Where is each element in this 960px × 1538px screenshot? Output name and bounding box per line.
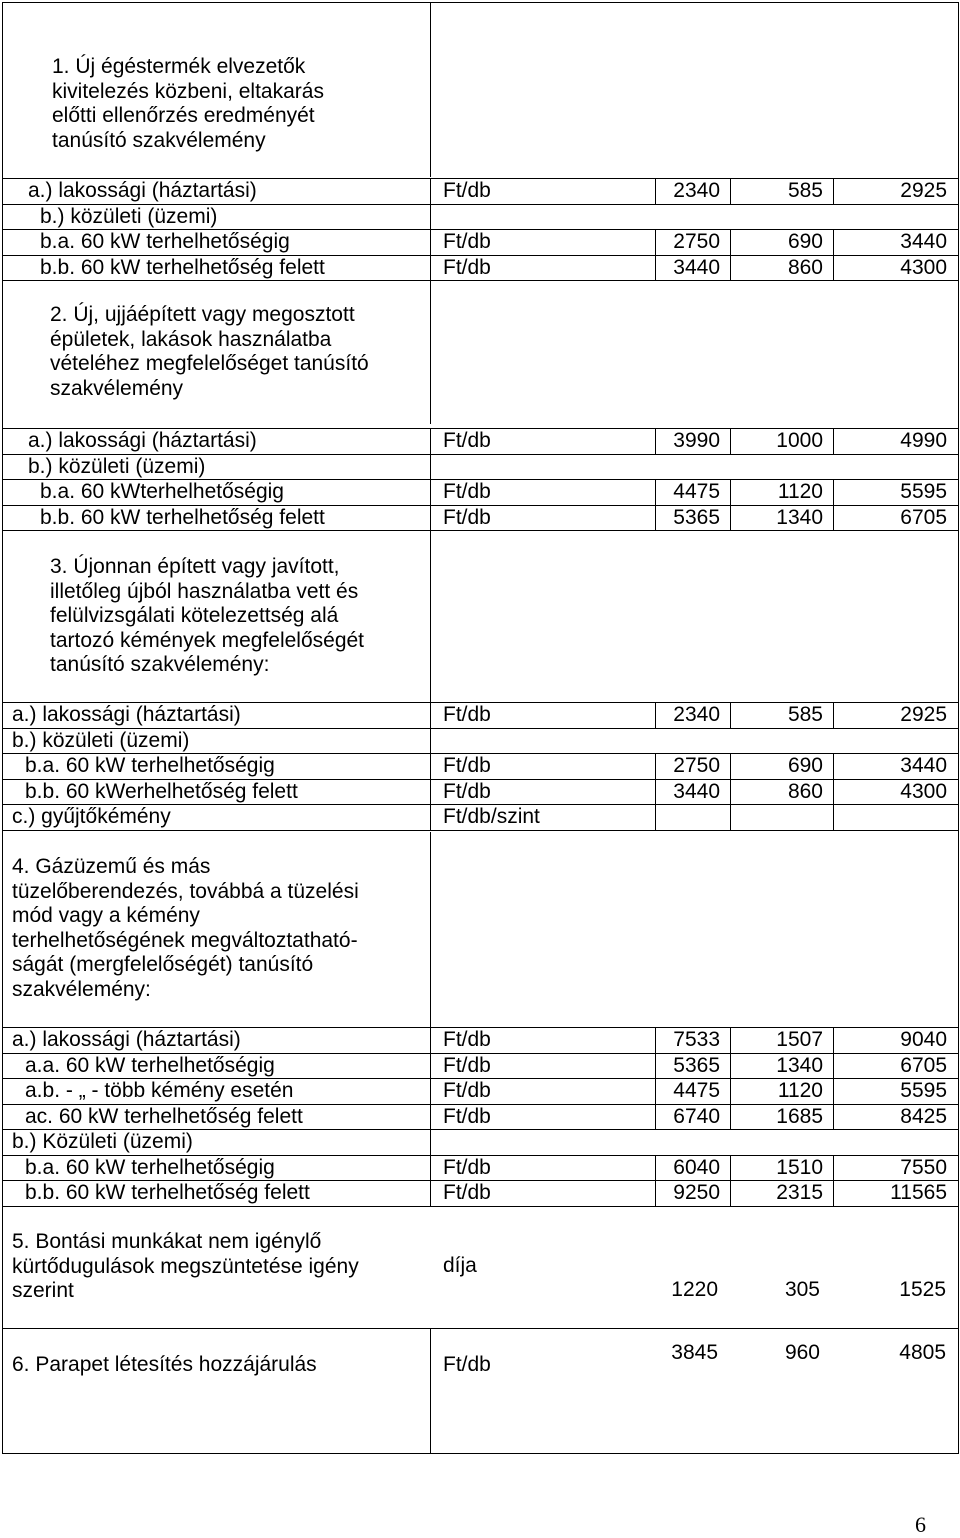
divider (430, 2, 431, 177)
cell-rule (430, 255, 431, 281)
row-unit: Ft/db (443, 505, 491, 529)
gross-price: 5595 (900, 1079, 947, 1102)
divider (430, 1328, 431, 1453)
gross-price: 3440 (900, 230, 947, 253)
row-label: b.) közületi (üzemi) (40, 204, 218, 228)
vat: 1000 (776, 429, 823, 452)
net-price: 2750 (673, 754, 720, 777)
vat: 585 (787, 703, 823, 726)
net-price: 2750 (673, 230, 720, 253)
row-unit: Ft/db (443, 1104, 491, 1128)
gross-price: 11565 (890, 1181, 947, 1204)
row-unit: Ft/db (443, 1053, 491, 1077)
cell-rule (430, 1104, 431, 1130)
cell-rule (430, 229, 431, 255)
row-label: b.a. 60 kWterhelhetőségig (40, 480, 284, 503)
row-label: a.b. - „ - több kémény esetén (25, 1079, 294, 1102)
row-rule (2, 530, 958, 531)
vat: 1120 (777, 1079, 823, 1102)
vat: 860 (787, 255, 823, 279)
row-unit: Ft/db (443, 179, 491, 202)
gross-price: 9040 (900, 1028, 947, 1051)
net-price: 5365 (673, 1053, 720, 1077)
vat: 1510 (776, 1155, 823, 1179)
item-6-vat: 960 (784, 1341, 820, 1364)
vat: 690 (787, 230, 823, 253)
section-2-title: 2. Új, ujjáépített vagy megosztott épületek, lakások használatba vételéhez megfelelőséget tanúsító szakvélemény (50, 303, 369, 400)
net-price: 2340 (673, 703, 720, 726)
net-price: 3440 (673, 255, 720, 279)
vat: 860 (787, 779, 823, 803)
net-price: 4475 (673, 1079, 720, 1102)
row-label: a.) lakossági (háztartási) (28, 179, 257, 202)
item-5-net: 1220 (671, 1278, 718, 1301)
vat: 1507 (776, 1028, 823, 1051)
vat: 1340 (776, 1053, 823, 1077)
cell-rule (430, 1129, 431, 1155)
row-label: b.a. 60 kW terhelhetőségig (25, 754, 275, 777)
net-price: 6740 (673, 1104, 720, 1128)
row-label: b.a. 60 kW terhelhetőségig (40, 230, 290, 253)
row-unit: Ft/db (443, 703, 491, 726)
item-6-gross: 4805 (899, 1341, 946, 1364)
row-unit: Ft/db (443, 1028, 491, 1051)
row-unit: Ft/db (443, 1181, 491, 1204)
row-label: b.b. 60 kW terhelhetőség felett (40, 505, 325, 529)
cell-rule (430, 178, 431, 204)
vat: 1120 (777, 480, 823, 503)
cell-rule (430, 454, 431, 480)
row-label: b.b. 60 kWerhelhetőség felett (25, 779, 298, 803)
gross-price: 6705 (900, 1053, 947, 1077)
vat: 2315 (776, 1181, 823, 1204)
item-5-unit: díja (443, 1254, 477, 1277)
row-unit: Ft/db (443, 754, 491, 777)
net-price: 4475 (673, 480, 720, 503)
section-1-title: 1. Új égéstermék elvezetők kivitelezés közbeni, eltakarás előtti ellenőrzés eredményét tanúsító szakvélemény (52, 55, 324, 152)
cell-rule (430, 428, 431, 454)
cell-rule (833, 804, 834, 830)
vat: 585 (787, 179, 823, 202)
cell-rule (430, 779, 431, 805)
row-label: a.) lakossági (háztartási) (12, 1028, 241, 1051)
net-price: 3990 (673, 429, 720, 452)
row-label: b.) közületi (üzemi) (12, 728, 190, 752)
row-rule (2, 1206, 958, 1207)
item-6-label: 6. Parapet létesítés hozzájárulás (12, 1353, 317, 1376)
cell-rule (430, 702, 431, 728)
row-label: b.) Közületi (üzemi) (12, 1130, 193, 1153)
net-price: 9250 (673, 1181, 720, 1204)
gross-price: 4990 (900, 429, 947, 452)
row-unit: Ft/db/szint (443, 805, 540, 828)
item-6-unit: Ft/db (443, 1353, 491, 1376)
gross-price: 2925 (900, 179, 947, 202)
cell-rule (430, 1027, 431, 1053)
vat: 1685 (776, 1104, 823, 1128)
gross-price: 7550 (900, 1155, 947, 1179)
item-6-net: 3845 (671, 1341, 718, 1364)
row-label: a.) lakossági (háztartási) (28, 429, 257, 452)
section-4-title: 4. Gázüzemű és más tüzelőberendezés, továbbá a tüzelési mód vagy a kémény terhelhetőségének megváltoztatható- ságát (mergfelelőségét) tanúsító szakvélemény: (12, 855, 359, 1001)
page-number: 6 (915, 1512, 926, 1537)
row-label: ac. 60 kW terhelhetőség felett (25, 1104, 303, 1128)
row-unit: Ft/db (443, 255, 491, 279)
cell-rule (430, 753, 431, 779)
row-label: b.b. 60 kW terhelhetőség felett (40, 255, 325, 279)
gross-price: 4300 (900, 255, 947, 279)
row-unit: Ft/db (443, 429, 491, 452)
cell-rule (430, 204, 431, 230)
item-5-title: 5. Bontási munkákat nem igénylő kürtődugulások megszüntetése igény szerint (12, 1230, 359, 1302)
row-unit: Ft/db (443, 1155, 491, 1179)
net-price: 6040 (673, 1155, 720, 1179)
cell-rule (430, 728, 431, 754)
divider (430, 832, 431, 1027)
divider (2, 1328, 958, 1329)
cell-rule (430, 479, 431, 505)
net-price: 3440 (673, 779, 720, 803)
vat: 1340 (776, 505, 823, 529)
row-rule (2, 830, 958, 831)
row-unit: Ft/db (443, 480, 491, 503)
row-unit: Ft/db (443, 230, 491, 253)
row-label: a.) lakossági (háztartási) (12, 703, 241, 726)
gross-price: 2925 (900, 703, 947, 726)
row-unit: Ft/db (443, 779, 491, 803)
item-5-vat: 305 (784, 1278, 820, 1301)
vat: 690 (787, 754, 823, 777)
cell-rule (430, 1078, 431, 1104)
net-price: 5365 (673, 505, 720, 529)
cell-rule (430, 505, 431, 531)
divider (430, 530, 431, 702)
gross-price: 3440 (900, 754, 947, 777)
row-label: b.) közületi (üzemi) (28, 454, 206, 478)
row-unit: Ft/db (443, 1079, 491, 1102)
gross-price: 8425 (900, 1104, 947, 1128)
cell-rule (430, 1053, 431, 1079)
gross-price: 4300 (900, 779, 947, 803)
item-5-gross: 1525 (899, 1278, 946, 1301)
gross-price: 6705 (900, 505, 947, 529)
section-3-title: 3. Újonnan épített vagy javított, illetőleg újból használatba vett és felülvizsgálati kötelezettség alá tartozó kémények megfelelőségét tanúsító szakvélemény: (50, 555, 365, 676)
net-price: 7533 (673, 1028, 720, 1051)
gross-price: 5595 (900, 480, 947, 503)
net-price: 2340 (673, 179, 720, 202)
cell-rule (730, 804, 731, 830)
cell-rule (430, 1180, 431, 1206)
row-label: b.b. 60 kW terhelhetőség felett (25, 1181, 310, 1204)
divider (430, 278, 431, 424)
row-label: a.a. 60 kW terhelhetőségig (25, 1053, 275, 1077)
cell-rule (655, 804, 656, 830)
cell-rule (430, 1155, 431, 1181)
row-label: b.a. 60 kW terhelhetőségig (25, 1155, 275, 1179)
row-label: c.) gyűjtőkémény (12, 805, 171, 828)
row-rule (2, 280, 958, 281)
cell-rule (430, 804, 431, 830)
